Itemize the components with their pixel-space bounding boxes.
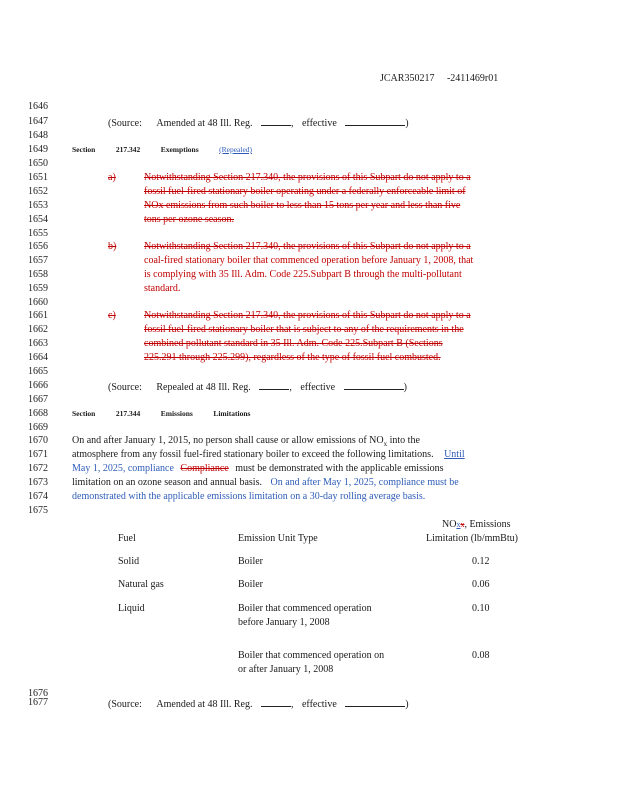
body-line-3 <box>72 463 444 474</box>
body-line-1 <box>72 435 420 448</box>
line-number: 1657 <box>28 255 48 266</box>
line-number: 1665 <box>28 366 48 377</box>
line-number: 1655 <box>28 228 48 239</box>
blank-date <box>345 697 405 707</box>
nox-subscript: x <box>383 440 388 448</box>
source-text: Amended at 48 Ill. Reg. <box>156 118 253 129</box>
body-line-4 <box>72 477 459 488</box>
line-number: 1658 <box>28 269 48 280</box>
line-number: 1646 <box>28 101 48 112</box>
section-title-1: Emissions <box>160 409 193 418</box>
table-col-unit: Emission Unit Type <box>238 533 318 544</box>
doc-id: JCAR350217 <box>380 73 435 84</box>
para-a-line-1: Notwithstanding Section 217.340, the provisions of this Subpart do not apply to a <box>144 172 471 183</box>
table-row-liquid-unit-1: Boiler that commenced operation <box>238 603 372 614</box>
nox-subscript-delete: x <box>460 520 465 529</box>
source-effective: effective <box>301 118 337 129</box>
table-row-liquid2-limit: 0.08 <box>472 650 490 661</box>
para-a-line-2: fossil fuel-fired stationary boiler operating under a federally enforceable limit of <box>144 186 466 197</box>
table-row-solid-fuel: Solid <box>118 556 140 567</box>
para-c-line-2: fossil fuel-fired stationary boiler that is subject to any of the requirements in the <box>144 324 464 335</box>
para-b-line-3: is complying with 35 Ill. Adm. Code 225.Subpart B through the multi-pollutant <box>144 269 462 280</box>
body-text: limitation on an ozone season and annual basis. <box>72 477 262 488</box>
table-row-gas-unit: Boiler <box>238 579 263 590</box>
source-close: ) <box>405 118 409 129</box>
blank-reg <box>259 380 289 390</box>
source-note-2: (Source: Repealed at 48 Ill. Reg. , effective ) <box>108 382 407 393</box>
para-b-marker: b) <box>108 241 117 252</box>
para-b-line-1: Notwithstanding Section 217.340, the provisions of this Subpart do not apply to a <box>144 241 471 252</box>
para-b-line-2: coal-fired stationary boiler that commenced operation before January 1, 2008, that <box>144 255 474 266</box>
section-title: Exemptions <box>160 145 199 154</box>
source-close: ) <box>403 382 407 393</box>
source-effective: effective <box>301 699 337 710</box>
source-note-1: (Source: Amended at 48 Ill. Reg. , effective ) <box>108 118 409 129</box>
line-number: 1659 <box>28 283 48 294</box>
table-header-nox: NOxx, Emissions <box>442 519 511 530</box>
line-number: 1668 <box>28 408 48 419</box>
blank-reg <box>261 116 291 126</box>
table-header-limit: Limitation (lb/mmBtu) <box>426 533 518 544</box>
blank-date <box>344 380 404 390</box>
source-text: Repealed at 48 Ill. Reg. <box>156 382 251 393</box>
section-title-2: Limitations <box>213 409 251 418</box>
line-number: 1666 <box>28 380 48 391</box>
line-number: 1648 <box>28 130 48 141</box>
source-note-3: (Source: Amended at 48 Ill. Reg. , effective ) <box>108 699 409 710</box>
body-line-2 <box>72 449 465 460</box>
body-text-end: into the <box>389 435 420 446</box>
line-number: 1650 <box>28 158 48 169</box>
source-label: (Source: <box>108 382 142 393</box>
doc-rev: -2411469r01 <box>446 73 499 84</box>
para-c-line-1: Notwithstanding Section 217.340, the provisions of this Subpart do not apply to a <box>144 310 471 321</box>
line-number: 1664 <box>28 352 48 363</box>
section-344-heading <box>72 408 250 419</box>
section-342-heading <box>72 144 252 155</box>
table-row-liquid-limit: 0.10 <box>472 603 490 614</box>
nox-text: NO <box>442 519 457 530</box>
line-number: 1676 <box>28 688 48 699</box>
line-number: 1673 <box>28 477 48 488</box>
line-number: 1654 <box>28 214 48 225</box>
line-number: 1652 <box>28 186 48 197</box>
line-number: 1670 <box>28 435 48 446</box>
line-number: 1653 <box>28 200 48 211</box>
source-label: (Source: <box>108 699 142 710</box>
line-number: 1671 <box>28 449 48 460</box>
deleted-text: Compliance <box>180 463 229 474</box>
line-number: 1662 <box>28 324 48 335</box>
section-word: Section <box>72 145 96 154</box>
body-text: must be demonstrated with the applicable emissions <box>235 463 444 474</box>
document-id <box>380 73 498 84</box>
para-a-line-3: NOx emissions from such boiler to less than 15 tons per year and less than five <box>144 200 461 211</box>
table-row-solid-unit: Boiler <box>238 556 263 567</box>
line-number: 1672 <box>28 463 48 474</box>
blank-date <box>345 116 405 126</box>
line-number: 1647 <box>28 116 48 127</box>
inserted-text: Until <box>444 449 465 460</box>
emissions-text: Emissions <box>469 519 511 530</box>
line-number: 1661 <box>28 310 48 321</box>
table-row-liquid-fuel: Liquid <box>118 603 145 614</box>
source-effective: effective <box>300 382 336 393</box>
source-text: Amended at 48 Ill. Reg. <box>156 699 253 710</box>
body-text: On and after January 1, 2015, no person shall cause or allow emissions of NO <box>72 435 384 446</box>
table-row-gas-limit: 0.06 <box>472 579 490 590</box>
blank-reg <box>261 697 291 707</box>
inserted-text: On and after May 1, 2025, compliance must be <box>270 477 459 488</box>
para-c-marker: c) <box>108 310 116 321</box>
table-col-fuel: Fuel <box>118 533 136 544</box>
source-label: (Source: <box>108 118 142 129</box>
section-word: Section <box>72 409 96 418</box>
line-number: 1667 <box>28 394 48 405</box>
section-number: 217.342 <box>115 145 141 154</box>
source-close: ) <box>405 699 409 710</box>
para-b-line-4: standard. <box>144 283 181 294</box>
nox-subscript-insert: x <box>456 520 461 529</box>
inserted-text: May 1, 2025, compliance <box>72 463 174 474</box>
para-a-line-4: tons per ozone season. <box>144 214 234 225</box>
line-number: 1656 <box>28 241 48 252</box>
table-row-liquid-unit-2: before January 1, 2008 <box>238 617 330 628</box>
para-c-line-4: 225.291 through 225.299), regardless of the type of fossil fuel combusted. <box>144 352 441 363</box>
table-row-liquid2-unit-1: Boiler that commenced operation on <box>238 650 385 661</box>
table-row-gas-fuel: Natural gas <box>118 579 164 590</box>
line-number: 1651 <box>28 172 48 183</box>
section-number: 217.344 <box>115 409 141 418</box>
line-number: 1660 <box>28 297 48 308</box>
body-text: atmosphere from any fossil fuel-fired stationary boiler to exceed the following limitations. <box>72 449 434 460</box>
line-number: 1649 <box>28 144 48 155</box>
para-c-line-3: combined pollutant standard in 35 Ill. Adm. Code 225.Subpart B (Sections <box>144 338 443 349</box>
section-repealed-insert: (Repealed) <box>219 145 253 154</box>
line-number: 1663 <box>28 338 48 349</box>
line-number: 1675 <box>28 505 48 516</box>
line-number: 1674 <box>28 491 48 502</box>
table-row-liquid2-unit-2: or after January 1, 2008 <box>238 664 334 675</box>
para-a-marker: a) <box>108 172 116 183</box>
line-number: 1677 <box>28 697 48 708</box>
line-number: 1669 <box>28 422 48 433</box>
body-line-5: demonstrated with the applicable emissions limitation on a 30-day rolling average basis. <box>72 491 426 502</box>
table-row-solid-limit: 0.12 <box>472 556 490 567</box>
